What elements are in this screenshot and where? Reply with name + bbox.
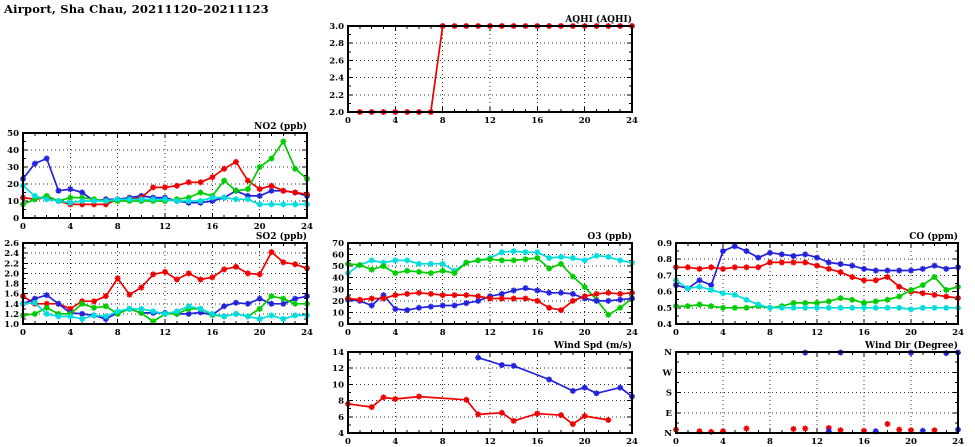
y-tick-label: W: [662, 368, 672, 379]
chart-winddir: [661, 340, 964, 447]
y-tick-label: S: [665, 388, 672, 399]
x-tick-label: 8: [439, 116, 446, 126]
x-tick-label: 8: [767, 437, 773, 447]
x-tick-label: 16: [858, 328, 870, 338]
y-tick-label: E: [665, 408, 672, 419]
x-tick-label: 12: [159, 328, 171, 338]
chart-aqhi: [329, 14, 638, 126]
x-tick-label: 24: [301, 328, 313, 338]
y-tick-labels: [661, 348, 672, 439]
x-tick-label: 12: [811, 437, 823, 447]
y-tick-label: 8: [338, 396, 344, 407]
x-tick-label: 20: [253, 222, 266, 232]
chart-o3: [332, 231, 638, 338]
chart-title: SO2 (ppb): [255, 232, 307, 242]
y-tick-labels: [329, 22, 344, 118]
series-red-markers: [345, 394, 611, 428]
x-tick-label: 0: [673, 437, 679, 447]
x-tick-labels: [345, 328, 638, 338]
y-tick-labels: [657, 239, 672, 330]
x-tick-labels: [673, 437, 964, 447]
x-tick-label: 4: [67, 328, 74, 338]
y-tick-label: N: [664, 429, 672, 439]
y-tick-label: 40: [7, 146, 19, 156]
y-tick-label: 6: [338, 412, 344, 423]
x-tick-labels: [20, 222, 313, 232]
x-tick-labels: [20, 328, 313, 338]
series-red: [673, 259, 961, 301]
x-tick-label: 0: [20, 328, 26, 338]
x-tick-label: 16: [531, 116, 544, 126]
series-blue: [475, 355, 635, 400]
y-tick-label: 0: [338, 320, 344, 330]
y-tick-label: 2.4: [329, 73, 344, 84]
y-tick-label: 60: [332, 250, 344, 261]
y-tick-label: 1.2: [4, 309, 19, 320]
chart-so2: [4, 231, 313, 338]
y-tick-labels: [4, 239, 19, 330]
x-tick-label: 8: [767, 328, 773, 338]
y-tick-label: 50: [332, 262, 344, 273]
y-tick-label: 50: [7, 129, 19, 139]
series-red-line: [360, 26, 632, 112]
y-tick-label: 14: [332, 348, 344, 358]
y-tick-label: 30: [7, 163, 19, 173]
y-tick-label: 3.0: [329, 22, 344, 32]
chart-title: AQHI (AQHI): [565, 15, 632, 25]
y-tick-label: 40: [332, 273, 344, 284]
y-tick-label: 0.5: [657, 303, 672, 314]
x-tick-label: 16: [531, 328, 544, 338]
x-tick-label: 0: [673, 328, 679, 338]
x-tick-label: 12: [484, 437, 496, 447]
series-red-line: [348, 397, 608, 425]
x-tick-label: 24: [626, 437, 638, 447]
x-tick-label: 8: [114, 222, 121, 232]
series-blue-markers: [475, 355, 635, 400]
y-tick-label: 0.8: [657, 255, 672, 266]
grid: [348, 26, 632, 112]
x-tick-label: 20: [253, 328, 266, 338]
series-blue: [802, 349, 961, 434]
y-tick-label: 10: [7, 197, 19, 207]
grid: [348, 352, 632, 433]
x-tick-label: 12: [811, 328, 823, 338]
x-tick-label: 24: [626, 116, 638, 126]
y-tick-label: 0.6: [657, 287, 672, 298]
x-tick-label: 4: [720, 437, 726, 447]
y-tick-label: 2.8: [329, 39, 344, 50]
x-tick-label: 20: [578, 116, 591, 126]
grid: [23, 133, 307, 218]
y-tick-label: 4: [338, 429, 344, 439]
x-tick-label: 12: [484, 116, 496, 126]
x-tick-label: 16: [858, 437, 870, 447]
chart-windspd: [332, 340, 638, 447]
series-green: [345, 255, 635, 318]
x-tick-label: 0: [345, 116, 351, 126]
series-red-markers: [357, 23, 635, 115]
chart-title: O3 (ppb): [587, 232, 632, 242]
series-green-line: [348, 258, 632, 315]
y-tick-label: 1.0: [4, 320, 19, 330]
x-tick-labels: [345, 437, 638, 447]
x-tick-label: 16: [531, 437, 544, 447]
y-tick-label: 20: [332, 296, 344, 307]
chart-title: NO2 (ppb): [254, 122, 307, 132]
y-tick-label: 0: [13, 214, 19, 224]
y-tick-label: N: [664, 348, 672, 358]
y-tick-label: 2.4: [4, 249, 19, 260]
y-tick-label: 30: [332, 285, 344, 296]
x-tick-label: 20: [578, 437, 591, 447]
x-tick-label: 24: [952, 437, 964, 447]
chart-title: Wind Spd (m/s): [554, 341, 632, 351]
chart-co: [657, 231, 964, 338]
x-tick-label: 12: [484, 328, 496, 338]
x-tick-label: 4: [720, 328, 726, 338]
x-tick-label: 16: [206, 222, 219, 232]
x-tick-label: 20: [578, 328, 591, 338]
y-tick-labels: [332, 348, 344, 439]
y-tick-label: 12: [332, 364, 344, 375]
series-red: [345, 394, 611, 428]
x-tick-labels: [673, 328, 964, 338]
x-tick-label: 4: [392, 437, 399, 447]
x-tick-label: 0: [345, 328, 351, 338]
y-tick-label: 2.0: [4, 269, 19, 280]
x-tick-label: 20: [905, 437, 917, 447]
x-tick-label: 4: [67, 222, 74, 232]
y-tick-labels: [7, 129, 19, 224]
x-tick-label: 24: [626, 328, 638, 338]
y-tick-label: 70: [332, 239, 344, 249]
y-tick-labels: [332, 239, 344, 330]
y-tick-label: 1.8: [4, 279, 19, 290]
y-tick-label: 2.2: [4, 259, 19, 270]
x-tick-label: 4: [392, 328, 399, 338]
x-tick-label: 16: [206, 328, 219, 338]
y-tick-label: 2.6: [4, 239, 19, 249]
x-tick-label: 8: [439, 437, 446, 447]
chart-title: CO (ppm): [909, 232, 958, 242]
y-tick-label: 1.4: [4, 299, 19, 310]
y-tick-label: 10: [332, 308, 344, 319]
x-tick-labels: [345, 116, 638, 126]
x-tick-label: 12: [159, 222, 171, 232]
y-tick-label: 0.7: [657, 271, 672, 282]
x-tick-label: 4: [392, 116, 399, 126]
y-tick-label: 2.6: [329, 56, 344, 67]
series-red: [357, 23, 635, 115]
x-tick-label: 0: [20, 222, 26, 232]
y-tick-label: 2.2: [329, 90, 344, 101]
x-tick-label: 20: [905, 328, 917, 338]
chart-no2: [7, 121, 313, 232]
page-title: Airport, Sha Chau, 20211120–20211123: [4, 2, 269, 16]
y-tick-label: 20: [7, 180, 19, 190]
series-red-markers: [673, 259, 961, 301]
y-tick-label: 10: [332, 380, 344, 391]
x-tick-label: 24: [301, 222, 313, 232]
chart-title: Wind Dir (Degree): [865, 341, 958, 351]
y-tick-label: 2.0: [329, 108, 344, 118]
grid: [676, 352, 958, 433]
y-tick-label: 0.9: [657, 239, 672, 249]
x-tick-label: 8: [439, 328, 446, 338]
series-green-markers: [345, 255, 635, 318]
x-tick-label: 0: [345, 437, 351, 447]
y-tick-label: 1.6: [4, 289, 19, 300]
x-tick-label: 8: [114, 328, 121, 338]
x-tick-label: 24: [952, 328, 964, 338]
series-blue-markers: [802, 349, 961, 434]
y-tick-label: 0.4: [657, 320, 672, 330]
